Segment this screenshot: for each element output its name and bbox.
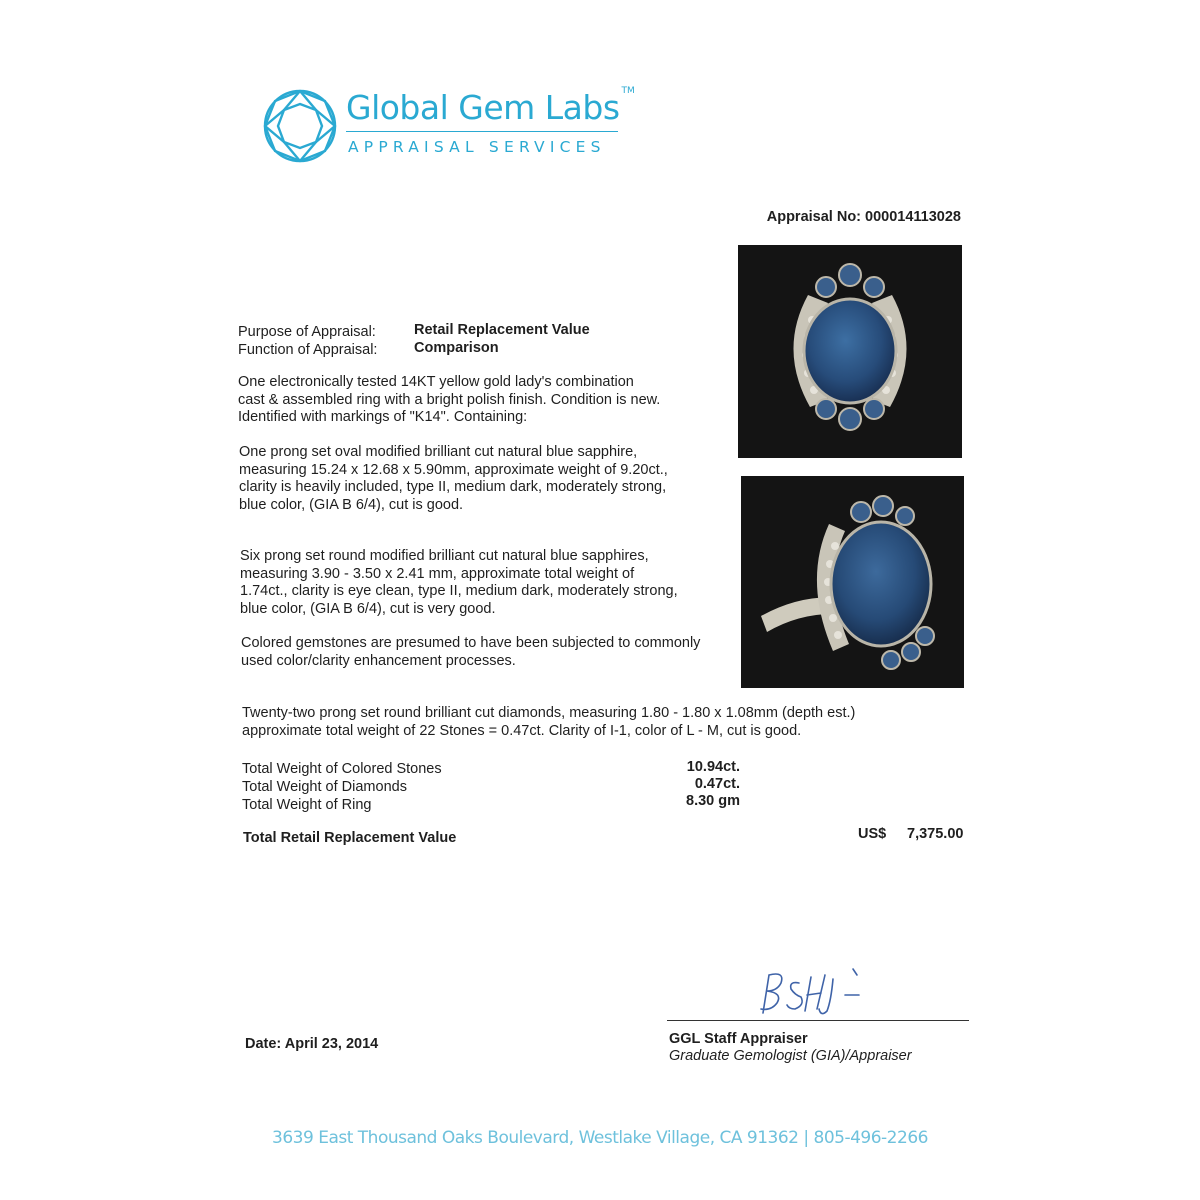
total-ring-weight-label: Total Weight of Ring [242, 797, 372, 813]
appraisal-number: Appraisal No: 000014113028 [766, 209, 961, 225]
function-label: Function of Appraisal: [238, 342, 378, 358]
appraiser-signature [755, 965, 870, 1025]
footer-address: 3639 East Thousand Oaks Boulevard, Westlake Village, CA 91362 | 805-496-2266 [272, 1128, 928, 1148]
ring-photo-side [741, 476, 964, 688]
ring-top-view-image [738, 245, 962, 458]
total-ring-weight-value: 8.30 gm [686, 793, 740, 809]
retail-value-amount: 7,375.00 [907, 826, 964, 842]
ring-description: One electronically tested 14KT yellow gold lady's combination cast & assembled ring with a bright polish finish. Condition is new. Identified with markings of "K14". Containing: [238, 374, 661, 425]
total-diamonds-label: Total Weight of Diamonds [242, 779, 407, 795]
brand-name [346, 88, 635, 127]
total-diamonds-value: 0.47ct. [694, 776, 740, 792]
total-colored-stones-label: Total Weight of Colored Stones [242, 761, 442, 777]
retail-value-currency: US$ [858, 826, 887, 842]
trademark-mark: TM [621, 86, 635, 96]
treatment-note: Colored gemstones are presumed to have been subjected to commonly used color/clarity enhancement processes. [241, 635, 701, 669]
purpose-label: Purpose of Appraisal: [238, 324, 376, 340]
appraisal-date: Date: April 23, 2014 [245, 1036, 379, 1052]
ring-side-view-image [741, 476, 964, 688]
ring-photo-top [738, 245, 962, 458]
signer-credential: Graduate Gemologist (GIA)/Appraiser [669, 1048, 912, 1064]
brand-subtitle: APPRAISAL SERVICES [348, 138, 606, 156]
retail-value-label: Total Retail Replacement Value [243, 830, 457, 846]
signature-line [667, 1020, 969, 1021]
side-stones-description: Six prong set round modified brilliant cut natural blue sapphires, measuring 3.90 - 3.50 x 2.41 mm, approximate total weight of 1.74ct., clarity is eye clean, type II, medium dark, moderately strong, blue color, (GIA B 6/4), cut is very good. [240, 548, 678, 617]
brand-divider [346, 131, 618, 132]
total-colored-stones-value: 10.94ct. [686, 759, 740, 775]
brand-name-text: Global Gem Labs [346, 88, 620, 127]
gem-logo-icon [262, 88, 338, 164]
purpose-value: Retail Replacement Value [414, 322, 590, 338]
signer-title: GGL Staff Appraiser [669, 1031, 808, 1047]
center-stone-description: One prong set oval modified brilliant cut natural blue sapphire, measuring 15.24 x 12.68 x 5.90mm, approximate weight of 9.20ct., clarity is heavily included, type II, medium dark, moderately strong, blue color, (GIA B 6/4), cut is good. [239, 444, 668, 513]
diamonds-description: Twenty-two prong set round brilliant cut diamonds, measuring 1.80 - 1.80 x 1.08mm (depth est.) approximate total weight of 22 Stones = 0.47ct. Clarity of I-1, color of L - M, cut is good. [242, 705, 856, 739]
function-value: Comparison [414, 340, 499, 356]
